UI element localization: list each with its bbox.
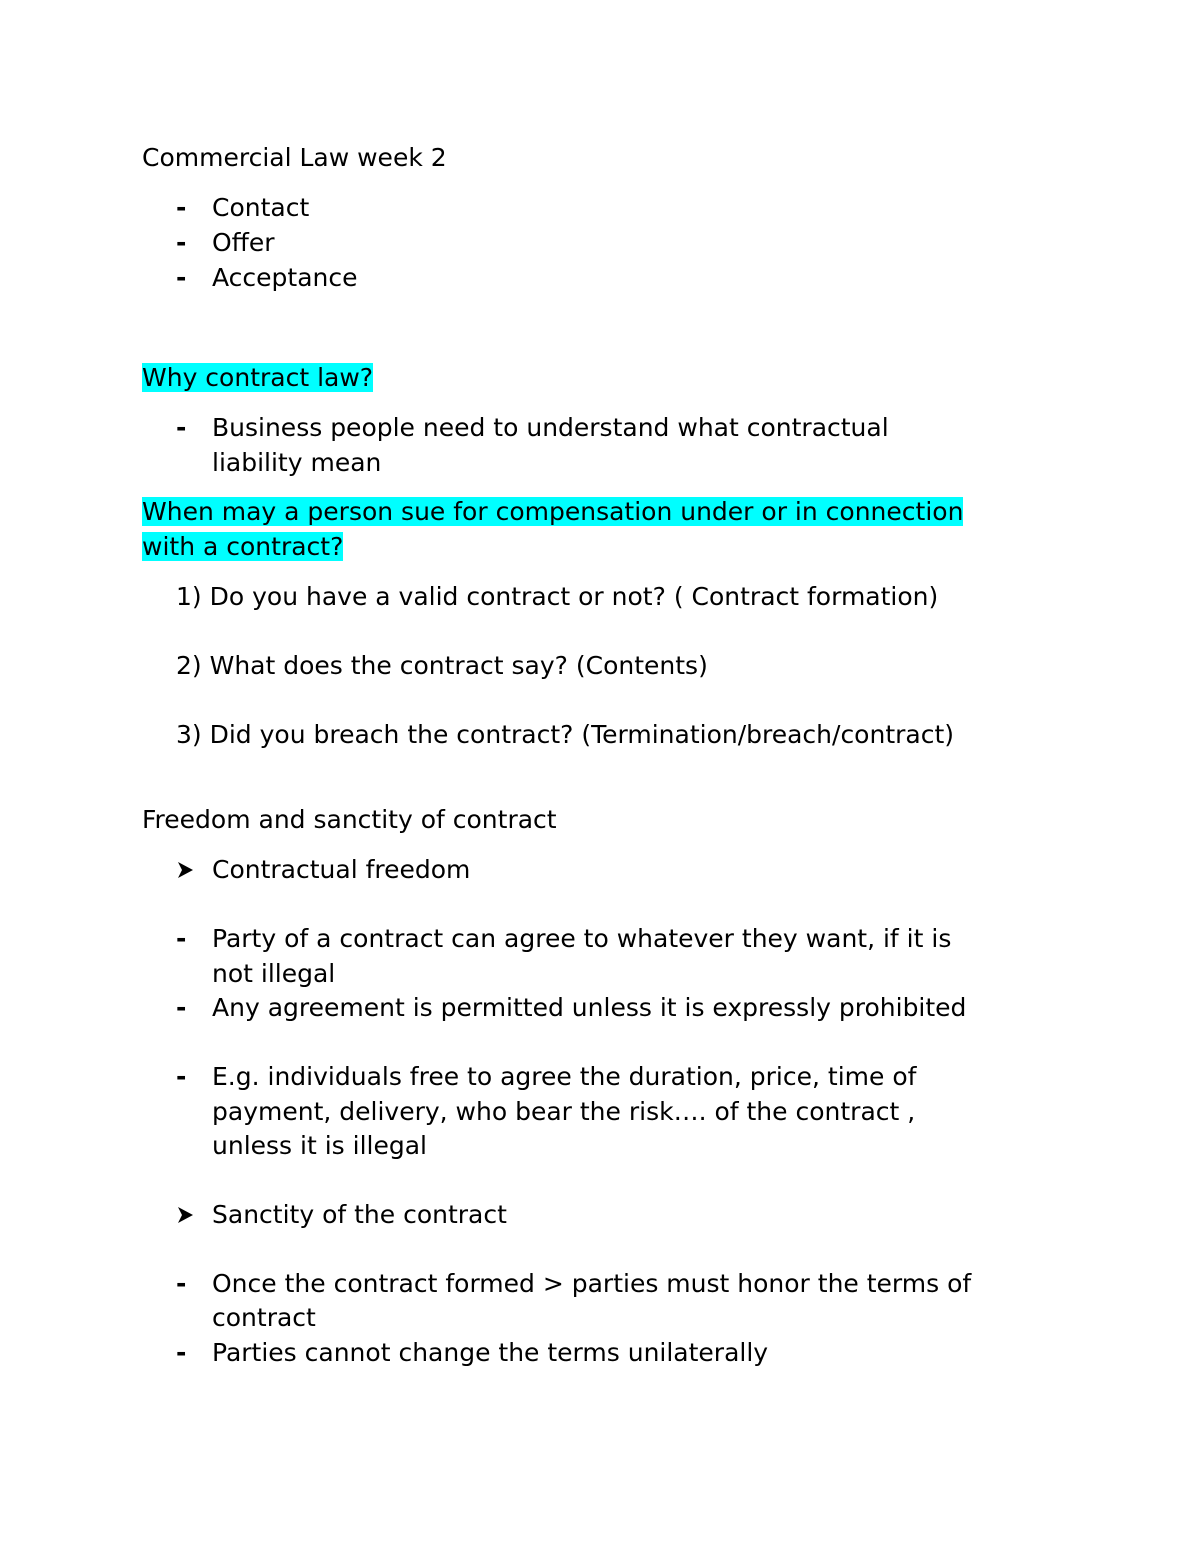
topic-item: Contact	[212, 193, 310, 222]
highlighted-text: When may a person sue for compensation under or in connection	[142, 497, 964, 526]
highlighted-text: Why contract law?	[142, 363, 374, 392]
freedom-item-line: not illegal	[212, 959, 336, 988]
freedom-heading: Freedom and sanctity of contract	[142, 805, 557, 834]
question-item: 1) Do you have a valid contract or not? ( Contract formation)	[176, 582, 939, 611]
freedom-subheading: Contractual freedom	[212, 855, 471, 884]
freedom-item-line: Party of a contract can agree to whatever they want, if it is	[212, 924, 952, 953]
sanctity-item-line: Once the contract formed > parties must honor the terms of	[212, 1269, 972, 1298]
bullet-dash: -	[176, 413, 187, 442]
why-heading	[142, 360, 373, 395]
bullet-dash: -	[176, 1338, 187, 1367]
highlighted-text: with a contract?	[142, 532, 344, 561]
when-heading-line	[142, 494, 963, 529]
freedom-item-line: Any agreement is permitted unless it is expressly prohibited	[212, 993, 967, 1022]
why-item-line: liability mean	[212, 448, 382, 477]
bullet-dash: -	[176, 924, 187, 953]
question-item: 2) What does the contract say? (Contents)	[176, 651, 708, 680]
arrow-bullet-icon	[176, 852, 206, 887]
sanctity-item-line: contract	[212, 1303, 316, 1332]
bullet-dash: -	[176, 263, 187, 292]
topic-item: Offer	[212, 228, 275, 257]
question-item: 3) Did you breach the contract? (Termination/breach/contract)	[176, 720, 955, 749]
arrow-bullet-icon	[176, 1197, 206, 1232]
freedom-item-line: unless it is illegal	[212, 1131, 427, 1160]
freedom-item-line: payment, delivery, who bear the risk…. of the contract ,	[212, 1097, 916, 1126]
bullet-dash: -	[176, 193, 187, 222]
document-title: Commercial Law week 2	[142, 143, 447, 172]
bullet-dash: -	[176, 228, 187, 257]
bullet-dash: -	[176, 1062, 187, 1091]
sanctity-item-line: Parties cannot change the terms unilaterally	[212, 1338, 769, 1367]
freedom-item-line: E.g. individuals free to agree the duration, price, time of	[212, 1062, 917, 1091]
sanctity-subheading: Sanctity of the contract	[212, 1200, 507, 1229]
topic-item: Acceptance	[212, 263, 358, 292]
when-heading-line	[142, 529, 343, 564]
bullet-dash: -	[176, 993, 187, 1022]
bullet-dash: -	[176, 1269, 187, 1298]
why-item-line: Business people need to understand what contractual	[212, 413, 889, 442]
